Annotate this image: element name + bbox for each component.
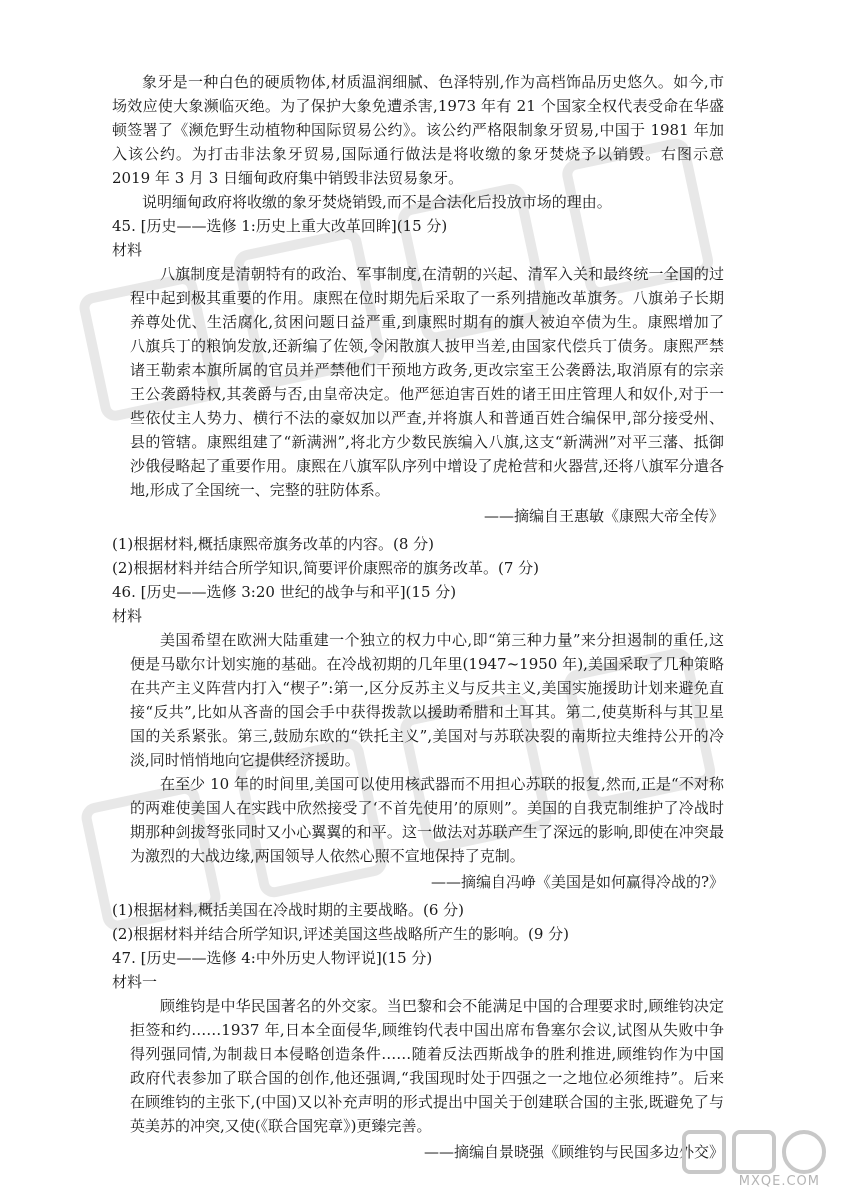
q45-heading: 45. [历史——选修 1:历史上重大改革回眸](15 分): [112, 217, 448, 235]
exam-page: [112, 70, 724, 1168]
q45-question-1: (1)根据材料,概括康熙帝旗务改革的内容。(8 分): [112, 535, 435, 553]
intro-paragraph-2: 说明缅甸政府将收缴的象牙焚烧销毁,而不是合法化后投放市场的理由。: [142, 193, 612, 211]
q46-question-2: (2)根据材料并结合所学知识,评述美国这些战略所产生的影响。(9 分): [112, 925, 570, 943]
q46-question-1: (1)根据材料,概括美国在冷战时期的主要战略。(6 分): [112, 901, 465, 919]
q46-material-label: 材料: [112, 607, 143, 625]
site-url: MXQE.COM: [738, 1174, 820, 1189]
q47-source: ——摘编自景晓强《顾维钧与民国多边外交》: [423, 1143, 724, 1161]
q47-material-label: 材料一: [112, 973, 158, 991]
q47-heading: 47. [历史——选修 4:中外历史人物评说](15 分): [112, 949, 433, 967]
q45-material-label: 材料: [112, 241, 143, 259]
q46-material-paragraph-1: 美国希望在欧洲大陆重建一个独立的权力中心,即“第三种力量”来分担遏制的重任,这便是马歇尔计划实施的基础。在冷战初期的几年里(1947~1950 年),美国采取了几种策略在共产主义阵营内打入“楔子”:第一,区分反苏主义与反共主义,美国实施援助计划来避免直接“反共”,比如从吝啬的国会手中获得拨款以援助希腊和土耳其。第二,使莫斯科与其卫星国的关系紧张。第三,鼓励东欧的“铁托主义”,美国对与苏联决裂的南斯拉夫维持公开的冷淡,同时悄悄地向它提供经济援助。: [130, 631, 724, 769]
q45-question-2: (2)根据材料并结合所学知识,简要评价康熙帝的旗务改革。(7 分): [112, 559, 540, 577]
q46-material-paragraph-2: 在至少 10 年的时间里,美国可以使用核武器而不用担心苏联的报复,然而,正是“不对称的两难使美国人在实践中欣然接受了‘不首先使用’的原则”。美国的自我克制维护了冷战时期那种剑拔弩张同时又小心翼翼的和平。这一做法对苏联产生了深远的影响,即使在冲突最为激烈的大战边缘,两国领导人依然心照不宣地保持了克制。: [130, 775, 724, 865]
q46-source: ——摘编自冯峥《美国是如何赢得冷战的?》: [430, 873, 724, 891]
q47-material: 顾维钧是中华民国著名的外交家。当巴黎和会不能满足中国的合理要求时,顾维钧决定拒签和约……1937 年,日本全面侵华,顾维钧代表中国出席布鲁塞尔会议,试图从失败中争得列强同情,为制裁日本侵略创造条件……随着反法西斯战争的胜利推进,顾维钧作为中国政府代表参加了联合国的创作,他还强调,“我国现时处于四强之一之地位必须维持”。后来在顾维钧的主张下,(中国)又以补充声明的形式提出中国关于创建联合国的主张,既避免了与英美苏的冲突,又使(《联合国宪章》)更臻完善。: [130, 997, 724, 1135]
q45-source: ——摘编自王惠敏《康熙大帝全传》: [483, 507, 724, 525]
q46-heading: 46. [历史——选修 3:20 世纪的战争与和平](15 分): [112, 583, 457, 601]
intro-paragraph-1: 象牙是一种白色的硬质物体,材质温润细腻、色泽特别,作为高档饰品历史悠久。如今,市场效应使大象濒临灭绝。为了保护大象免遭杀害,1973 年有 21 个国家全权代表受命在华盛顿签署了《濒危野生动植物种国际贸易公约》。该公约严格限制象牙贸易,中国于 1981 年加入该公约。为打击非法象牙贸易,国际通行做法是将收缴的象牙焚烧予以销毁。右图示意 2019 年 3 月 3 日缅甸政府集中销毁非法贸易象牙。: [112, 73, 724, 187]
q45-material: 八旗制度是清朝特有的政治、军事制度,在清朝的兴起、清军入关和最终统一全国的过程中起到极其重要的作用。康熙在位时期先后采取了一系列措施改革旗务。八旗弟子长期养尊处优、生活腐化,贫困问题日益严重,到康熙时期有的旗人被迫卒债为生。康熙增加了八旗兵丁的粮饷发放,还新编了佐领,令闲散旗人披甲当差,由国家代偿兵丁债务。康熙严禁诸王勒索本旗所属的官员并严禁他们干预地方政务,更改宗室王公袭爵法,取消原有的宗亲王公袭爵特权,其袭爵与否,由皇帝决定。他严惩迫害百姓的诸王田庄管理人和奴仆,对于一些依仗主人势力、横行不法的豪奴加以严查,并将旗人和普通百姓合编保甲,部分接受州、县的管辖。康熙组建了“新满洲”,将北方少数民族编入八旗,这支“新满洲”对平三藩、抵御沙俄侵略起了重要作用。康熙在八旗军队序列中增设了虎枪营和火器营,还将八旗军分遣各地,形成了全国统一、完整的驻防体系。: [130, 265, 724, 499]
